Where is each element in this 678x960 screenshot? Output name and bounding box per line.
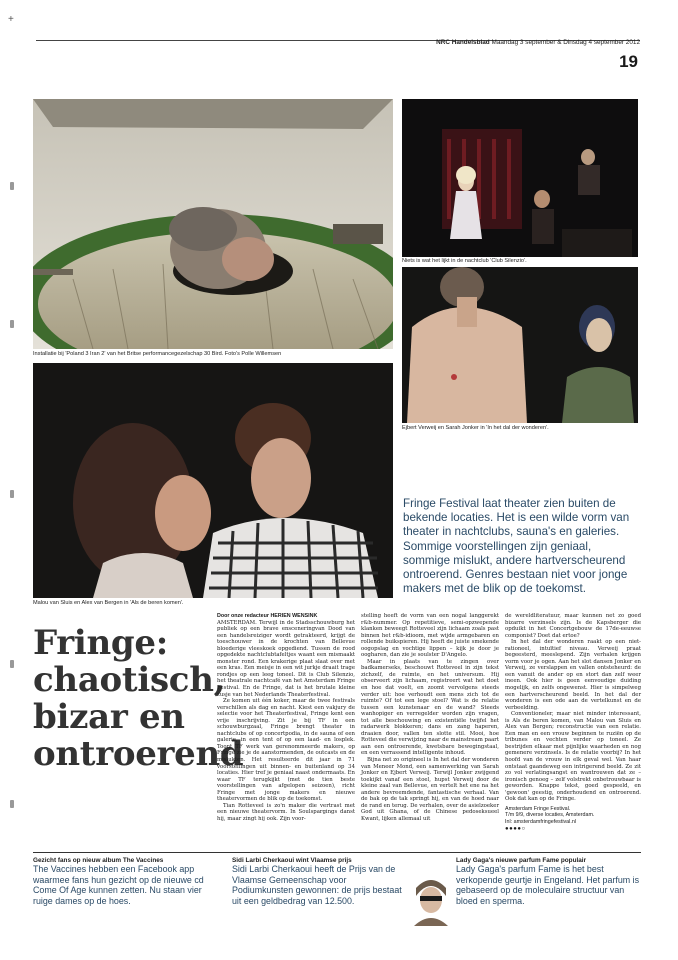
photo-dal-der-wonderen [402, 267, 638, 423]
teaser-cherkaoui [232, 857, 408, 906]
paragraph: Bijna net zo origineel is In het dal der wonderen van Meneer Mond, een samenwerking van Sarah Jonker en Ejbert Verweij. Terwijl Jonker zwijgend toekijkt vanaf een stoel, hupst Verweij door de kleine zaal van Bellevue, en vertelt het ene na het andere bevreemdende, fantastische verhaal. Van de bak op de tak springt hij, en van de hoed naar de rand en terug. De verhalen, over de asielzoeker God uit Ghana, of de Chinese pedoseksueel Kwant, lijken allemaal uit [361, 757, 499, 822]
newspaper-name: NRC Handelsblad [436, 39, 490, 46]
photo-als-de-beren-komen [33, 363, 393, 598]
teaser-heading: Lady Gaga's nieuwe parfum Fame populair [456, 857, 587, 864]
article-headline: Fringe: chaotisch, bizar en ontroerend [33, 623, 244, 774]
paragraph: stelling heeft de vorm van een nogal langgerekt r&b-nummer. Op repetitieve, semi-opzwepende klanken beweegt Rotteveel zijn lichaam zoals past binnen het r&b-idioom, met wijde armgebaren en rollende buikspieren. Hij heeft de juiste smekende oogopslag en vochtige lippen – kijk je door je oogharen, dan zie je soulster D'Angelo. [361, 613, 499, 659]
crop-mark: + [8, 14, 14, 25]
caption-club-silenzio: Niets is wat het lijkt in de nachtclub 'Club Silenzio'. [402, 258, 527, 264]
info-link: Inl: amsterdamfringefestival.nl [505, 818, 576, 825]
teaser-vaccines [33, 857, 223, 906]
paragraph: Tian Rotteveel is zo'n maker die vertrast met een nieuwe theatervorm. In Soulspargings danst hij, maar zingt hij ook. Zijn voor- [217, 802, 355, 822]
paragraph: AMSTERDAM. Terwijl in de Stadsschouwburg het publiek op een brave ensceneringvan Dood van een handelsreiziger wordt getrakteerd, krijgt de toeschouwer in de krochten van Bellevue bloederige vleeskoek opgediend. Tussen de rood opgedekte nachtclubtafeltjes waant een mismaakt monster rond. Een krakerige plaat slaat over met een kras. Een meisje in een wit jurkje draait trage rondjes op een leeg toneel. Dit is Club Silenzio, het theatrale nachtcafé van het Amsterdam Fringe Festival. En de Fringe, dat is het brutale kleine zusje van het Nederlands Theaterfestival. [217, 619, 355, 698]
teaser-heading: Gezicht fans op nieuw album The Vaccines [33, 857, 164, 864]
binder-hole [10, 490, 14, 498]
photo-lady-gaga [410, 874, 452, 926]
bottom-rule [33, 852, 641, 853]
teaser-heading: Sidi Larbi Cherkaoui wint Vlaamse prijs [232, 857, 352, 864]
caption-dal-der-wonderen: Ejbert Verweij en Sarah Jonker in 'In het dal der wonderen'. [402, 425, 549, 431]
article-column-3 [505, 613, 641, 832]
photo-installation [33, 99, 393, 349]
teaser-body: Sidi Larbi Cherkaoui heeft de Prijs van de Vlaamse Gemeenschap voor Podiumkunsten gewonnen: de prijs bestaat uit een geldbedrag van 12.500. [232, 864, 402, 906]
binder-hole [10, 320, 14, 328]
paragraph: Ze komen uit één koker, maar de twee festivals verschillen als dag en nacht. Kiest een vakjury de selectie voor het Theaterfestival, Fringe kent een vrije inschrijving. Zit je bij TF in een schouwburgzaal, Fringe brengt theater in nachtclubs of op concertpodia, in de sauna of een galerie, in een tent of op een laad- en losplek. Toont TF werk van gerenommeerde makers, op Fringe zie je de aanstormenden, de outcasts en de mislukten. Het resulteerde dit jaar in 71 voorstellingen uit binnen- en buitenland op 34 locaties. Hier tref je geniaal naast ondermaats. En waar TF terugkijkt (met de tien beste voorstellingen van afgelopen seizoen), richt Fringe met jonge makers en nieuwe theatervormen de blik op de toekomst. [217, 698, 355, 803]
page-number: 19 [619, 52, 638, 71]
article-lead: Fringe Festival laat theater zien buiten de bekende locaties. Het is een wilde vorm van theater in nachtclubs, sauna's en galeries. Sommige voorstellingen zijn geniaal, sommige mislukt, andere hartverscheurend ontroerend. Genres bestaan niet voor jonge makers met de blik op de toekomst. [403, 497, 630, 596]
teaser-lady-gaga [456, 857, 642, 906]
newspaper-header [436, 39, 640, 46]
paragraph: Maar in plaats van te zingen over badkamerseks, beschouwt Rotteveel in zijn tekst zichzelf, de ruimte, en het universum. Hij observeert zijn lichaam, registreert wat het doet en hoe dat voelt, en zoomt vervolgens steeds verder uit: hoe verhoudt een mens zich tot de ruimte? Of tot een lege stoel? Wat is de relatie tussen een kunstenaar en de wand? Steeds wanhopiger en verregelder worden zijn vragen, tot alle beschouwing en existentiële twijfel het radarwerk blokkeren; dans en zang haperen, draaien door, vallen ten slotte stil. Mooi, hoe Rotteveel die verwijzing naar de mainstream paart aan een ontroerende, kwetsbare bewegingstaal, en een verrassend intelligente inhoud. [361, 658, 500, 757]
paragraph: Conventioneler, maar niet minder interessant, is Als de beren komen, van Malou van Sluis en Alex van Bergen; reconstructie van een relatie. Een man en een vrouw beginnen te ruziën op de tribunes en vechten verder op toneel. Ze bestrijden elkaar met pijnlijke waarheden en nog gemenere verzinsels. Is de relatie voorbij? In het hoofd van de vrouw in elk geval wel. Van haar ontstaat gaandeweg een intrigerend beeld. Ze zit zo vol verlatingsangst en wantrouwen dat ze – ironisch genoeg – zelf volstrekt onbetrouwbaar is geworden. Knappe tekst, goed gespeeld, en 'gewoon' geestig, onderhoudend en ontroerend. Ook dat kan op de Fringe. [505, 711, 641, 803]
caption-installation: Installatie bij 'Poland 3 Iran 2' van het Britse performancegezelschap 30 Bird. Foto's Polle Willemsen [33, 351, 282, 357]
binder-hole [10, 182, 14, 190]
paragraph: In het dal der wonderen raakt op een niet-rationeel, intuïtief niveau. Verweij praat begeesterd, meeslepend. Zijn verhalen krijgen vorm voor je ogen. Aan het slot dansen Jonker en Verweij, ze verslappen en vallen ontsteheurd: de een vanuit de ander op en stort dan zelf weer ineen. Ook hier is geen eenvoudige duiding mogelijk, en zelfs ongewenst. Hier is simpelweg een hartverscheurend beeld. In het dal der wonderen is een ode aan de vertelkunst en de verbeelding. [505, 639, 641, 711]
info-title: Amsterdam Fringe Festival. [505, 805, 571, 812]
teaser-body: The Vaccines hebben een Facebook app waarmee fans hun gezicht op de nieuwe cd Come Of Age kunnen zetten. Nu staan vier ruige dames op de hoes. [33, 864, 204, 906]
paragraph: de wereldliteratuur, maar kunnen net zo goed bizarre verzinsels zijn. Is de Kapsberger die opduikt in het Concertgebouw de 17de-eeuwse componist? Doet dat ertoe? [505, 613, 641, 639]
photo-club-silenzio [402, 99, 638, 257]
article-column-1 [217, 613, 355, 823]
teaser-body: Lady Gaga's parfum Fame is het best verkopende geurtje in Engeland. Het parfum is gebaseerd op de moleculaire structuur van bloed en sperma. [456, 864, 640, 906]
caption-als-de-beren-komen: Malou van Sluis en Alex van Bergen in 'Als de beren komen'. [33, 600, 184, 606]
issue-date: Maandag 3 september & Dinsdag 4 september 2012 [491, 39, 640, 46]
article-column-2 [361, 613, 499, 823]
binder-hole [10, 660, 14, 668]
info-line: T/m 9/9, diverse locaties, Amsterdam. [505, 812, 595, 819]
byline: Door onze redacteur HERIEN WENSINK [217, 613, 318, 619]
binder-hole [10, 800, 14, 808]
rating-stars: ●●●●○ [505, 825, 526, 832]
